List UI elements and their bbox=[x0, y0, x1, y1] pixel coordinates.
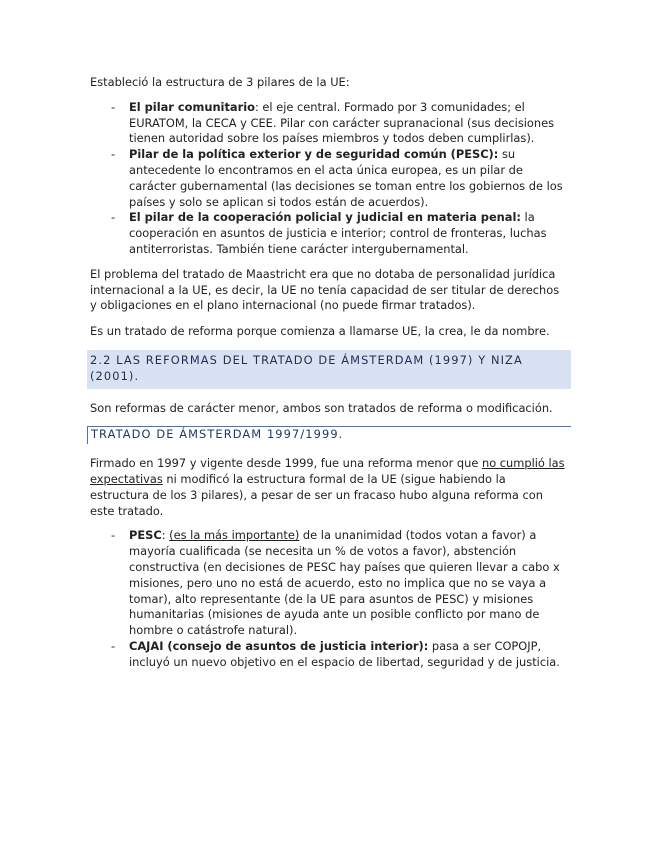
paragraph-problem: El problema del tratado de Maastricht era que no dotaba de personalidad jurídica internacional a la UE, es decir, la UE no tenía capacidad de ser titular de derechos y obligaciones en el plano internacional (no puede firmar tratados). bbox=[90, 266, 560, 313]
pillar-text: su antecedente lo encontramos en el acta única europea, es un pilar de carácter gubernamental (las decisiones se toman entre los gobiernos de los países y solo se aplican si todos están de acuerdos). bbox=[129, 147, 563, 209]
section-heading: 2.2 LAS REFORMAS DEL TRATADO DE ÁMSTERDAM (1997) Y NIZA (2001). bbox=[87, 350, 571, 389]
underlined-text: (es la más importante) bbox=[169, 528, 300, 543]
dash-marker: - bbox=[111, 99, 116, 114]
pillar-title: Pilar de la política exterior y de seguridad común (PESC): bbox=[129, 147, 499, 162]
pillar-title: El pilar comunitario bbox=[129, 99, 255, 114]
paragraph-signed bbox=[90, 456, 568, 519]
document-page bbox=[90, 75, 568, 680]
paragraph-minor: Son reformas de carácter menor, ambos son tratados de reforma o modificación. bbox=[90, 400, 553, 415]
list-item bbox=[90, 210, 568, 257]
reform-text: pasa a ser COPOJP, incluyó un nuevo objetivo en el espacio de libertad, seguridad y de justicia. bbox=[129, 638, 560, 669]
dash-marker: - bbox=[111, 210, 116, 225]
dash-marker: - bbox=[111, 638, 116, 653]
reforms-list bbox=[90, 528, 568, 670]
reform-text: de la unanimidad (todos votan a favor) a mayoría cualificada (se necesita un % de votos a favor), abstención constructiva (en decisiones de PESC hay países que quieren llevar a cabo x misiones, pero uno no está de acuerdo, esto no implica que no se vaya a tomar), alto representante (de la UE para asuntos de PESC) y misiones humanitarias (misiones de ayuda ante un posible conflicto por mano de hombre o catástrofe natural). bbox=[129, 528, 560, 638]
list-item bbox=[90, 147, 568, 210]
reform-separator: : bbox=[161, 528, 170, 543]
dash-marker: - bbox=[111, 147, 116, 162]
paragraph-reform: Es un tratado de reforma porque comienza a llamarse UE, la crea, le da nombre. bbox=[90, 324, 550, 339]
dash-marker: - bbox=[111, 528, 116, 543]
pillars-list bbox=[90, 100, 568, 258]
reform-title: CAJAI (consejo de asuntos de justicia interior): bbox=[129, 638, 429, 653]
list-item bbox=[90, 528, 568, 639]
pillar-title: El pilar de la cooperación policial y judicial en materia penal: bbox=[129, 210, 521, 225]
reform-title: PESC bbox=[129, 528, 162, 543]
intro-text: Estableció la estructura de 3 pilares de la UE: bbox=[90, 75, 350, 89]
list-item bbox=[90, 100, 568, 147]
pillar-text: la cooperación en asuntos de justicia e interior; control de fronteras, luchas antiterroristas. También tiene carácter intergubernamental. bbox=[129, 210, 547, 256]
underlined-text: no cumplió las expectativas bbox=[90, 456, 565, 486]
subsection-heading: TRATADO DE ÁMSTERDAM 1997/1999. bbox=[87, 426, 571, 444]
signed-text-rest: ni modificó la estructura formal de la UE (sigue habiendo la estructura de los 3 pilares), a pesar de ser un fracaso hubo alguna reforma con este tratado. bbox=[90, 471, 543, 518]
list-item bbox=[90, 639, 568, 671]
pillar-text: : el eje central. Formado por 3 comunidades; el EURATOM, la CECA y CEE. Pilar con carácter supranacional (sus decisiones tienen autoridad sobre los países miembros y todos deben cumplirlas). bbox=[129, 99, 555, 146]
signed-text: Firmado en 1997 y vigente desde 1999, fue una reforma menor que bbox=[90, 456, 482, 471]
